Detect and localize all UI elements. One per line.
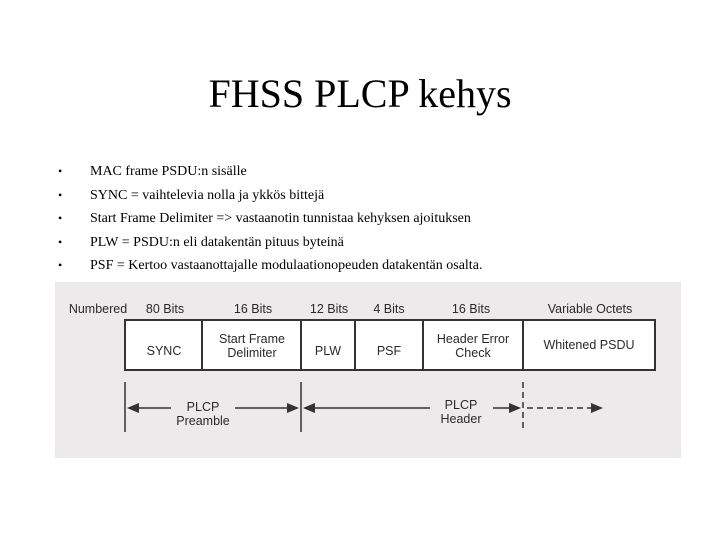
bullet-icon: • [58, 234, 63, 249]
list-item [56, 207, 482, 231]
list-item [56, 160, 482, 184]
bullet-icon: • [58, 211, 63, 225]
field-name: SYNC [146, 344, 182, 358]
field-size: 16 Bits [233, 302, 273, 316]
bullet-text: Start Frame Delimiter => vastaanotin tunnistaa kehyksen ajoituksen [90, 211, 471, 226]
range-label-preamble: PLCP Preamble [176, 400, 230, 428]
field-name: PSF [376, 344, 402, 358]
arrowhead-icon [287, 403, 299, 413]
field-size: 16 Bits [451, 302, 491, 316]
slide-title: FHSS PLCP kehys [208, 71, 512, 116]
field-name: Header Error Check [436, 332, 510, 360]
arrowhead-icon [591, 403, 603, 413]
list-item [56, 254, 482, 278]
bullet-icon: • [58, 164, 63, 178]
list-item [56, 231, 482, 255]
arrowhead-icon [509, 403, 521, 413]
bullet-text: MAC frame PSDU:n sisälle [90, 164, 247, 179]
field-name: Start Frame Delimiter [219, 332, 285, 360]
list-item [56, 184, 482, 208]
bullet-text: PLW = PSDU:n eli datakentän pituus byteinä [90, 234, 344, 250]
numbered-label: Numbered [68, 302, 128, 316]
bullet-icon: • [58, 258, 63, 272]
field-name: PLW [314, 344, 342, 358]
field-size: 12 Bits [309, 302, 349, 316]
field-size: 80 Bits [145, 302, 185, 316]
bullet-list [56, 160, 482, 278]
plcp-frame-diagram [55, 282, 681, 458]
arrowhead-icon [127, 403, 139, 413]
arrowhead-icon [303, 403, 315, 413]
field-size: 4 Bits [373, 302, 405, 316]
bullet-icon: • [58, 187, 63, 202]
bullet-text: PSF = Kertoo vastaanottajalle modulaationopeuden datakentän osalta. [90, 258, 483, 273]
bullet-text: SYNC = vaihtelevia nolla ja ykkös bittejä [90, 187, 325, 203]
field-size: Variable Octets [547, 302, 633, 316]
range-label-header: PLCP Header [440, 398, 482, 426]
field-name: Whitened PSDU [543, 338, 635, 352]
